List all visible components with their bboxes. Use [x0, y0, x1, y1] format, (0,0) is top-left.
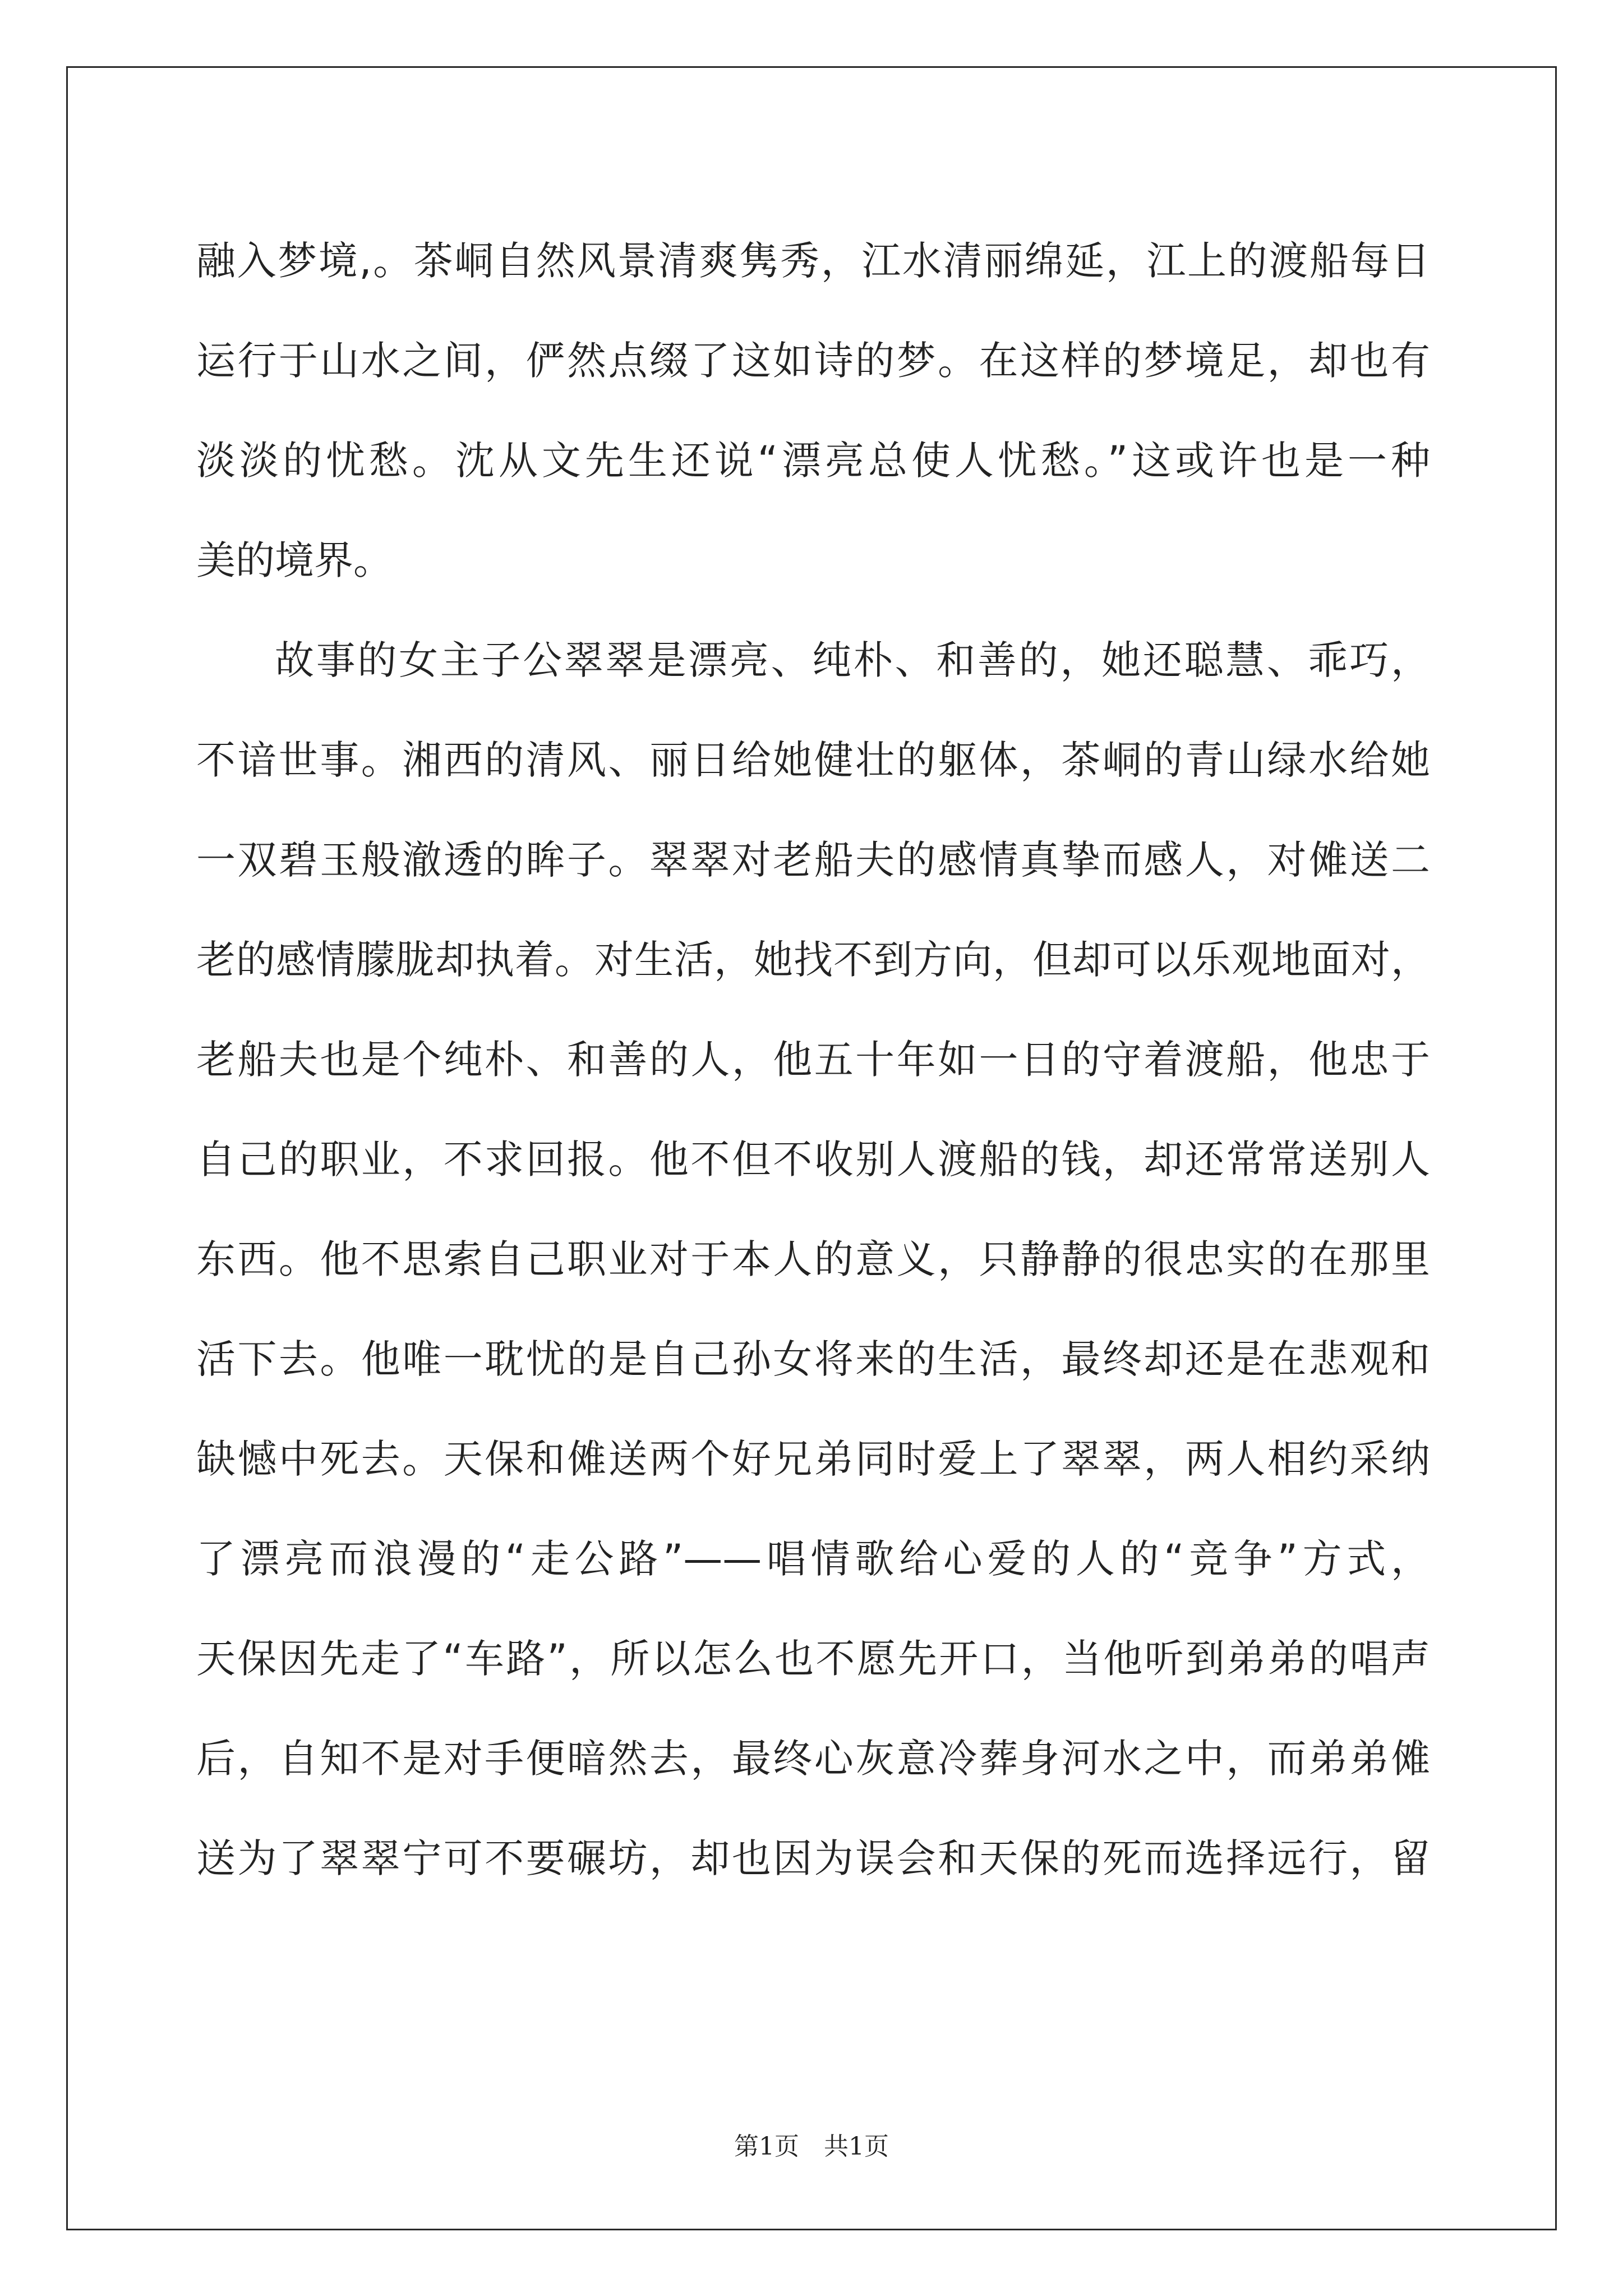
text-line: 融入梦境,。茶峒自然风景清爽隽秀，江水清丽绵延，江上的渡船每日 [196, 238, 1430, 284]
text-line: 缺憾中死去。天保和傩送两个好兄弟同时爱上了翠翠，两人相约采纳 [196, 1436, 1430, 1482]
text-line: 不谙世事。湘西的清风、丽日给她健壮的躯体，茶峒的青山绿水给她 [196, 737, 1430, 783]
text-line: 后，自知不是对手便暗然去，最终心灰意冷葬身河水之中，而弟弟傩 [196, 1736, 1430, 1782]
text-line: 一双碧玉般澈透的眸子。翠翠对老船夫的感情真挚而感人，对傩送二 [196, 837, 1430, 883]
text-line: 天保因先走了“车路”，所以怎么也不愿先开口，当他听到弟弟的唱声 [196, 1636, 1430, 1682]
text-line: 活下去。他唯一耽忧的是自己孙女将来的生活，最终却还是在悲观和 [196, 1336, 1430, 1382]
text-line: 送为了翠翠宁可不要碾坊，却也因为误会和天保的死而选择远行，留 [196, 1835, 1430, 1881]
page-number: 第1页 [734, 2132, 799, 2161]
text-line: 运行于山水之间，俨然点缀了这如诗的梦。在这样的梦境足，却也有 [196, 338, 1430, 384]
page-total: 共1页 [824, 2132, 889, 2161]
document-body [196, 211, 1430, 1908]
text-line: 自己的职业，不求回报。他不但不收别人渡船的钱，却还常常送别人 [196, 1137, 1430, 1182]
text-line: 淡淡的忧愁。沈从文先生还说“漂亮总使人忧愁。”这或许也是一种 [196, 438, 1430, 484]
text-line: 了漂亮而浪漫的“走公路”——唱情歌给心爱的人的“竞争”方式， [196, 1536, 1430, 1582]
text-line: 美的境界。 [196, 537, 393, 583]
text-line: 老的感情朦胧却执着。对生活，她找不到方向，但却可以乐观地面对， [196, 937, 1430, 983]
text-line: 老船夫也是个纯朴、和善的人，他五十年如一日的守着渡船，他忠于 [196, 1037, 1430, 1083]
paragraph-first-line: 故事的女主子公翠翠是漂亮、纯朴、和善的，她还聪慧、乖巧， [275, 637, 1430, 683]
page-footer [0, 2126, 1623, 2162]
text-line: 东西。他不思索自己职业对于本人的意义，只静静的很忠实的在那里 [196, 1236, 1430, 1282]
